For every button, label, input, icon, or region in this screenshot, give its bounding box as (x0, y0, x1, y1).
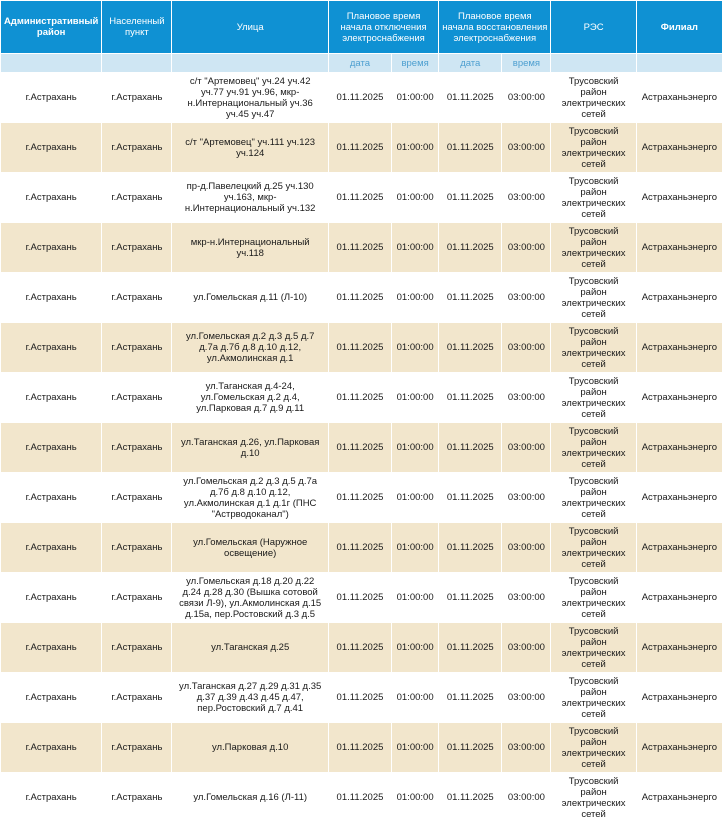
cell-locality: г.Астрахань (102, 773, 171, 822)
subheader-restore-date: дата (439, 54, 501, 72)
cell-locality: г.Астрахань (102, 273, 171, 322)
cell-street: мкр-н.Интернациональный уч.118 (172, 223, 327, 272)
cell-branch: Астраханьэнерго (637, 473, 722, 522)
cell-restore-time: 03:00:00 (502, 673, 550, 722)
cell-branch: Астраханьэнерго (637, 123, 722, 172)
cell-res: Трусовский район электрических сетей (551, 723, 635, 772)
cell-street: ул.Гомельская (Наружное освещение) (172, 523, 327, 572)
table-row (1, 273, 722, 322)
cell-off-time: 01:00:00 (392, 223, 438, 272)
cell-restore-date: 01.11.2025 (439, 423, 501, 472)
cell-res: Трусовский район электрических сетей (551, 623, 635, 672)
header-branch: Филиал (637, 1, 722, 53)
cell-restore-time: 03:00:00 (502, 223, 550, 272)
cell-restore-date: 01.11.2025 (439, 623, 501, 672)
table-row (1, 573, 722, 622)
cell-street: ул.Гомельская д.16 (Л-11) (172, 773, 327, 822)
cell-branch: Астраханьэнерго (637, 773, 722, 822)
header-admin-district: Административный район (1, 1, 101, 53)
table-row (1, 73, 722, 122)
cell-restore-date: 01.11.2025 (439, 523, 501, 572)
cell-locality: г.Астрахань (102, 473, 171, 522)
table-row (1, 123, 722, 172)
cell-admin-district: г.Астрахань (1, 623, 101, 672)
cell-admin-district: г.Астрахань (1, 273, 101, 322)
cell-res: Трусовский район электрических сетей (551, 573, 635, 622)
cell-off-date: 01.11.2025 (329, 73, 391, 122)
cell-restore-time: 03:00:00 (502, 523, 550, 572)
cell-admin-district: г.Астрахань (1, 573, 101, 622)
cell-admin-district: г.Астрахань (1, 173, 101, 222)
subheader-row (1, 54, 722, 72)
cell-street: ул.Парковая д.10 (172, 723, 327, 772)
cell-restore-date: 01.11.2025 (439, 573, 501, 622)
header-planned-off: Плановое время начала отключения электроснабжения (329, 1, 438, 53)
cell-branch: Астраханьэнерго (637, 373, 722, 422)
cell-off-time: 01:00:00 (392, 123, 438, 172)
header-street: Улица (172, 1, 327, 53)
cell-restore-time: 03:00:00 (502, 573, 550, 622)
cell-locality: г.Астрахань (102, 423, 171, 472)
cell-locality: г.Астрахань (102, 323, 171, 372)
table-row (1, 423, 722, 472)
cell-admin-district: г.Астрахань (1, 723, 101, 772)
cell-off-time: 01:00:00 (392, 723, 438, 772)
cell-street: ул.Таганская д.26, ул.Парковая д.10 (172, 423, 327, 472)
cell-restore-date: 01.11.2025 (439, 223, 501, 272)
cell-off-date: 01.11.2025 (329, 123, 391, 172)
cell-branch: Астраханьэнерго (637, 223, 722, 272)
cell-branch: Астраханьэнерго (637, 173, 722, 222)
subheader-empty (172, 54, 327, 72)
cell-res: Трусовский район электрических сетей (551, 223, 635, 272)
table-row (1, 773, 722, 822)
cell-street: с/т "Артемовец" уч.24 уч.42 уч.77 уч.91 уч.96, мкр-н.Интернациональный уч.36 уч.45 уч.47 (172, 73, 327, 122)
header-row (1, 1, 722, 53)
cell-res: Трусовский район электрических сетей (551, 73, 635, 122)
cell-admin-district: г.Астрахань (1, 773, 101, 822)
cell-admin-district: г.Астрахань (1, 523, 101, 572)
subheader-restore-time: время (502, 54, 550, 72)
cell-res: Трусовский район электрических сетей (551, 473, 635, 522)
cell-off-time: 01:00:00 (392, 73, 438, 122)
cell-admin-district: г.Астрахань (1, 423, 101, 472)
table-row (1, 623, 722, 672)
cell-restore-date: 01.11.2025 (439, 273, 501, 322)
cell-restore-time: 03:00:00 (502, 273, 550, 322)
header-res: РЭС (551, 1, 635, 53)
cell-branch: Астраханьэнерго (637, 323, 722, 372)
cell-branch: Астраханьэнерго (637, 273, 722, 322)
cell-res: Трусовский район электрических сетей (551, 423, 635, 472)
cell-restore-date: 01.11.2025 (439, 173, 501, 222)
cell-res: Трусовский район электрических сетей (551, 373, 635, 422)
cell-restore-time: 03:00:00 (502, 423, 550, 472)
cell-branch: Астраханьэнерго (637, 523, 722, 572)
cell-restore-date: 01.11.2025 (439, 373, 501, 422)
cell-off-time: 01:00:00 (392, 623, 438, 672)
subheader-empty (102, 54, 171, 72)
cell-res: Трусовский район электрических сетей (551, 273, 635, 322)
cell-locality: г.Астрахань (102, 173, 171, 222)
cell-street: пр-д.Павелецкий д.25 уч.130 уч.163, мкр-н.Интернациональный уч.132 (172, 173, 327, 222)
cell-locality: г.Астрахань (102, 623, 171, 672)
cell-branch: Астраханьэнерго (637, 73, 722, 122)
cell-street: ул.Гомельская д.18 д.20 д.22 д.24 д.28 д.30 (Вышка сотовой связи Л-9), ул.Акмолинская д.15 д.15а, пер.Ростовский д.3 д.5 (172, 573, 327, 622)
cell-branch: Астраханьэнерго (637, 673, 722, 722)
cell-off-date: 01.11.2025 (329, 673, 391, 722)
cell-branch: Астраханьэнерго (637, 573, 722, 622)
cell-off-date: 01.11.2025 (329, 623, 391, 672)
cell-street: ул.Таганская д.27 д.29 д.31 д.35 д.37 д.39 д.43 д.45 д.47, пер.Ростовский д.7 д.41 (172, 673, 327, 722)
cell-off-time: 01:00:00 (392, 373, 438, 422)
table-row (1, 723, 722, 772)
cell-res: Трусовский район электрических сетей (551, 123, 635, 172)
table-row (1, 673, 722, 722)
cell-restore-date: 01.11.2025 (439, 123, 501, 172)
cell-off-date: 01.11.2025 (329, 523, 391, 572)
cell-street: ул.Гомельская д.11 (Л-10) (172, 273, 327, 322)
header-planned-restore: Плановое время начала восстановления электроснабжения (439, 1, 550, 53)
cell-admin-district: г.Астрахань (1, 123, 101, 172)
cell-off-date: 01.11.2025 (329, 223, 391, 272)
subheader-empty (637, 54, 722, 72)
cell-restore-time: 03:00:00 (502, 473, 550, 522)
table-body (1, 73, 722, 822)
cell-locality: г.Астрахань (102, 723, 171, 772)
cell-restore-time: 03:00:00 (502, 323, 550, 372)
cell-restore-time: 03:00:00 (502, 373, 550, 422)
cell-off-time: 01:00:00 (392, 773, 438, 822)
cell-off-date: 01.11.2025 (329, 173, 391, 222)
cell-off-date: 01.11.2025 (329, 273, 391, 322)
cell-locality: г.Астрахань (102, 73, 171, 122)
cell-res: Трусовский район электрических сетей (551, 523, 635, 572)
cell-locality: г.Астрахань (102, 373, 171, 422)
cell-res: Трусовский район электрических сетей (551, 673, 635, 722)
cell-restore-date: 01.11.2025 (439, 73, 501, 122)
subheader-off-time: время (392, 54, 438, 72)
cell-admin-district: г.Астрахань (1, 223, 101, 272)
subheader-off-date: дата (329, 54, 391, 72)
cell-restore-date: 01.11.2025 (439, 673, 501, 722)
header-locality: Населенный пункт (102, 1, 171, 53)
cell-street: с/т "Артемовец" уч.111 уч.123 уч.124 (172, 123, 327, 172)
cell-restore-time: 03:00:00 (502, 123, 550, 172)
cell-restore-time: 03:00:00 (502, 623, 550, 672)
cell-street: ул.Таганская д.4-24, ул.Гомельская д.2 д.4, ул.Парковая д.7 д.9 д.11 (172, 373, 327, 422)
cell-admin-district: г.Астрахань (1, 73, 101, 122)
cell-locality: г.Астрахань (102, 523, 171, 572)
cell-restore-date: 01.11.2025 (439, 773, 501, 822)
cell-street: ул.Таганская д.25 (172, 623, 327, 672)
cell-res: Трусовский район электрических сетей (551, 773, 635, 822)
cell-off-date: 01.11.2025 (329, 723, 391, 772)
cell-off-time: 01:00:00 (392, 673, 438, 722)
cell-locality: г.Астрахань (102, 123, 171, 172)
cell-off-time: 01:00:00 (392, 573, 438, 622)
cell-off-time: 01:00:00 (392, 473, 438, 522)
cell-off-time: 01:00:00 (392, 423, 438, 472)
subheader-empty (551, 54, 635, 72)
cell-restore-date: 01.11.2025 (439, 473, 501, 522)
cell-locality: г.Астрахань (102, 573, 171, 622)
cell-branch: Астраханьэнерго (637, 423, 722, 472)
cell-street: ул.Гомельская д.2 д.3 д.5 д.7 д.7а д.7б д.8 д.10 д.12, ул.Акмолинская д.1 (172, 323, 327, 372)
cell-off-time: 01:00:00 (392, 173, 438, 222)
table-row (1, 173, 722, 222)
table-row (1, 223, 722, 272)
cell-admin-district: г.Астрахань (1, 673, 101, 722)
cell-admin-district: г.Астрахань (1, 473, 101, 522)
cell-off-date: 01.11.2025 (329, 473, 391, 522)
cell-locality: г.Астрахань (102, 223, 171, 272)
cell-off-date: 01.11.2025 (329, 323, 391, 372)
cell-off-date: 01.11.2025 (329, 373, 391, 422)
cell-off-time: 01:00:00 (392, 273, 438, 322)
table-row (1, 373, 722, 422)
table-row (1, 323, 722, 372)
cell-restore-date: 01.11.2025 (439, 723, 501, 772)
cell-restore-time: 03:00:00 (502, 73, 550, 122)
cell-street: ул.Гомельская д.2 д.3 д.5 д.7а д.7б д.8 д.10 д.12, ул.Акмолинская д.1 д.1г (ПНС "Астрводоканал") (172, 473, 327, 522)
table-row (1, 473, 722, 522)
cell-admin-district: г.Астрахань (1, 323, 101, 372)
cell-restore-time: 03:00:00 (502, 773, 550, 822)
cell-branch: Астраханьэнерго (637, 623, 722, 672)
cell-admin-district: г.Астрахань (1, 373, 101, 422)
cell-branch: Астраханьэнерго (637, 723, 722, 772)
cell-res: Трусовский район электрических сетей (551, 173, 635, 222)
cell-off-date: 01.11.2025 (329, 573, 391, 622)
cell-restore-time: 03:00:00 (502, 173, 550, 222)
cell-restore-date: 01.11.2025 (439, 323, 501, 372)
cell-restore-time: 03:00:00 (502, 723, 550, 772)
cell-off-date: 01.11.2025 (329, 423, 391, 472)
cell-res: Трусовский район электрических сетей (551, 323, 635, 372)
table-row (1, 523, 722, 572)
cell-off-time: 01:00:00 (392, 523, 438, 572)
cell-off-time: 01:00:00 (392, 323, 438, 372)
subheader-empty (1, 54, 101, 72)
cell-off-date: 01.11.2025 (329, 773, 391, 822)
cell-locality: г.Астрахань (102, 673, 171, 722)
